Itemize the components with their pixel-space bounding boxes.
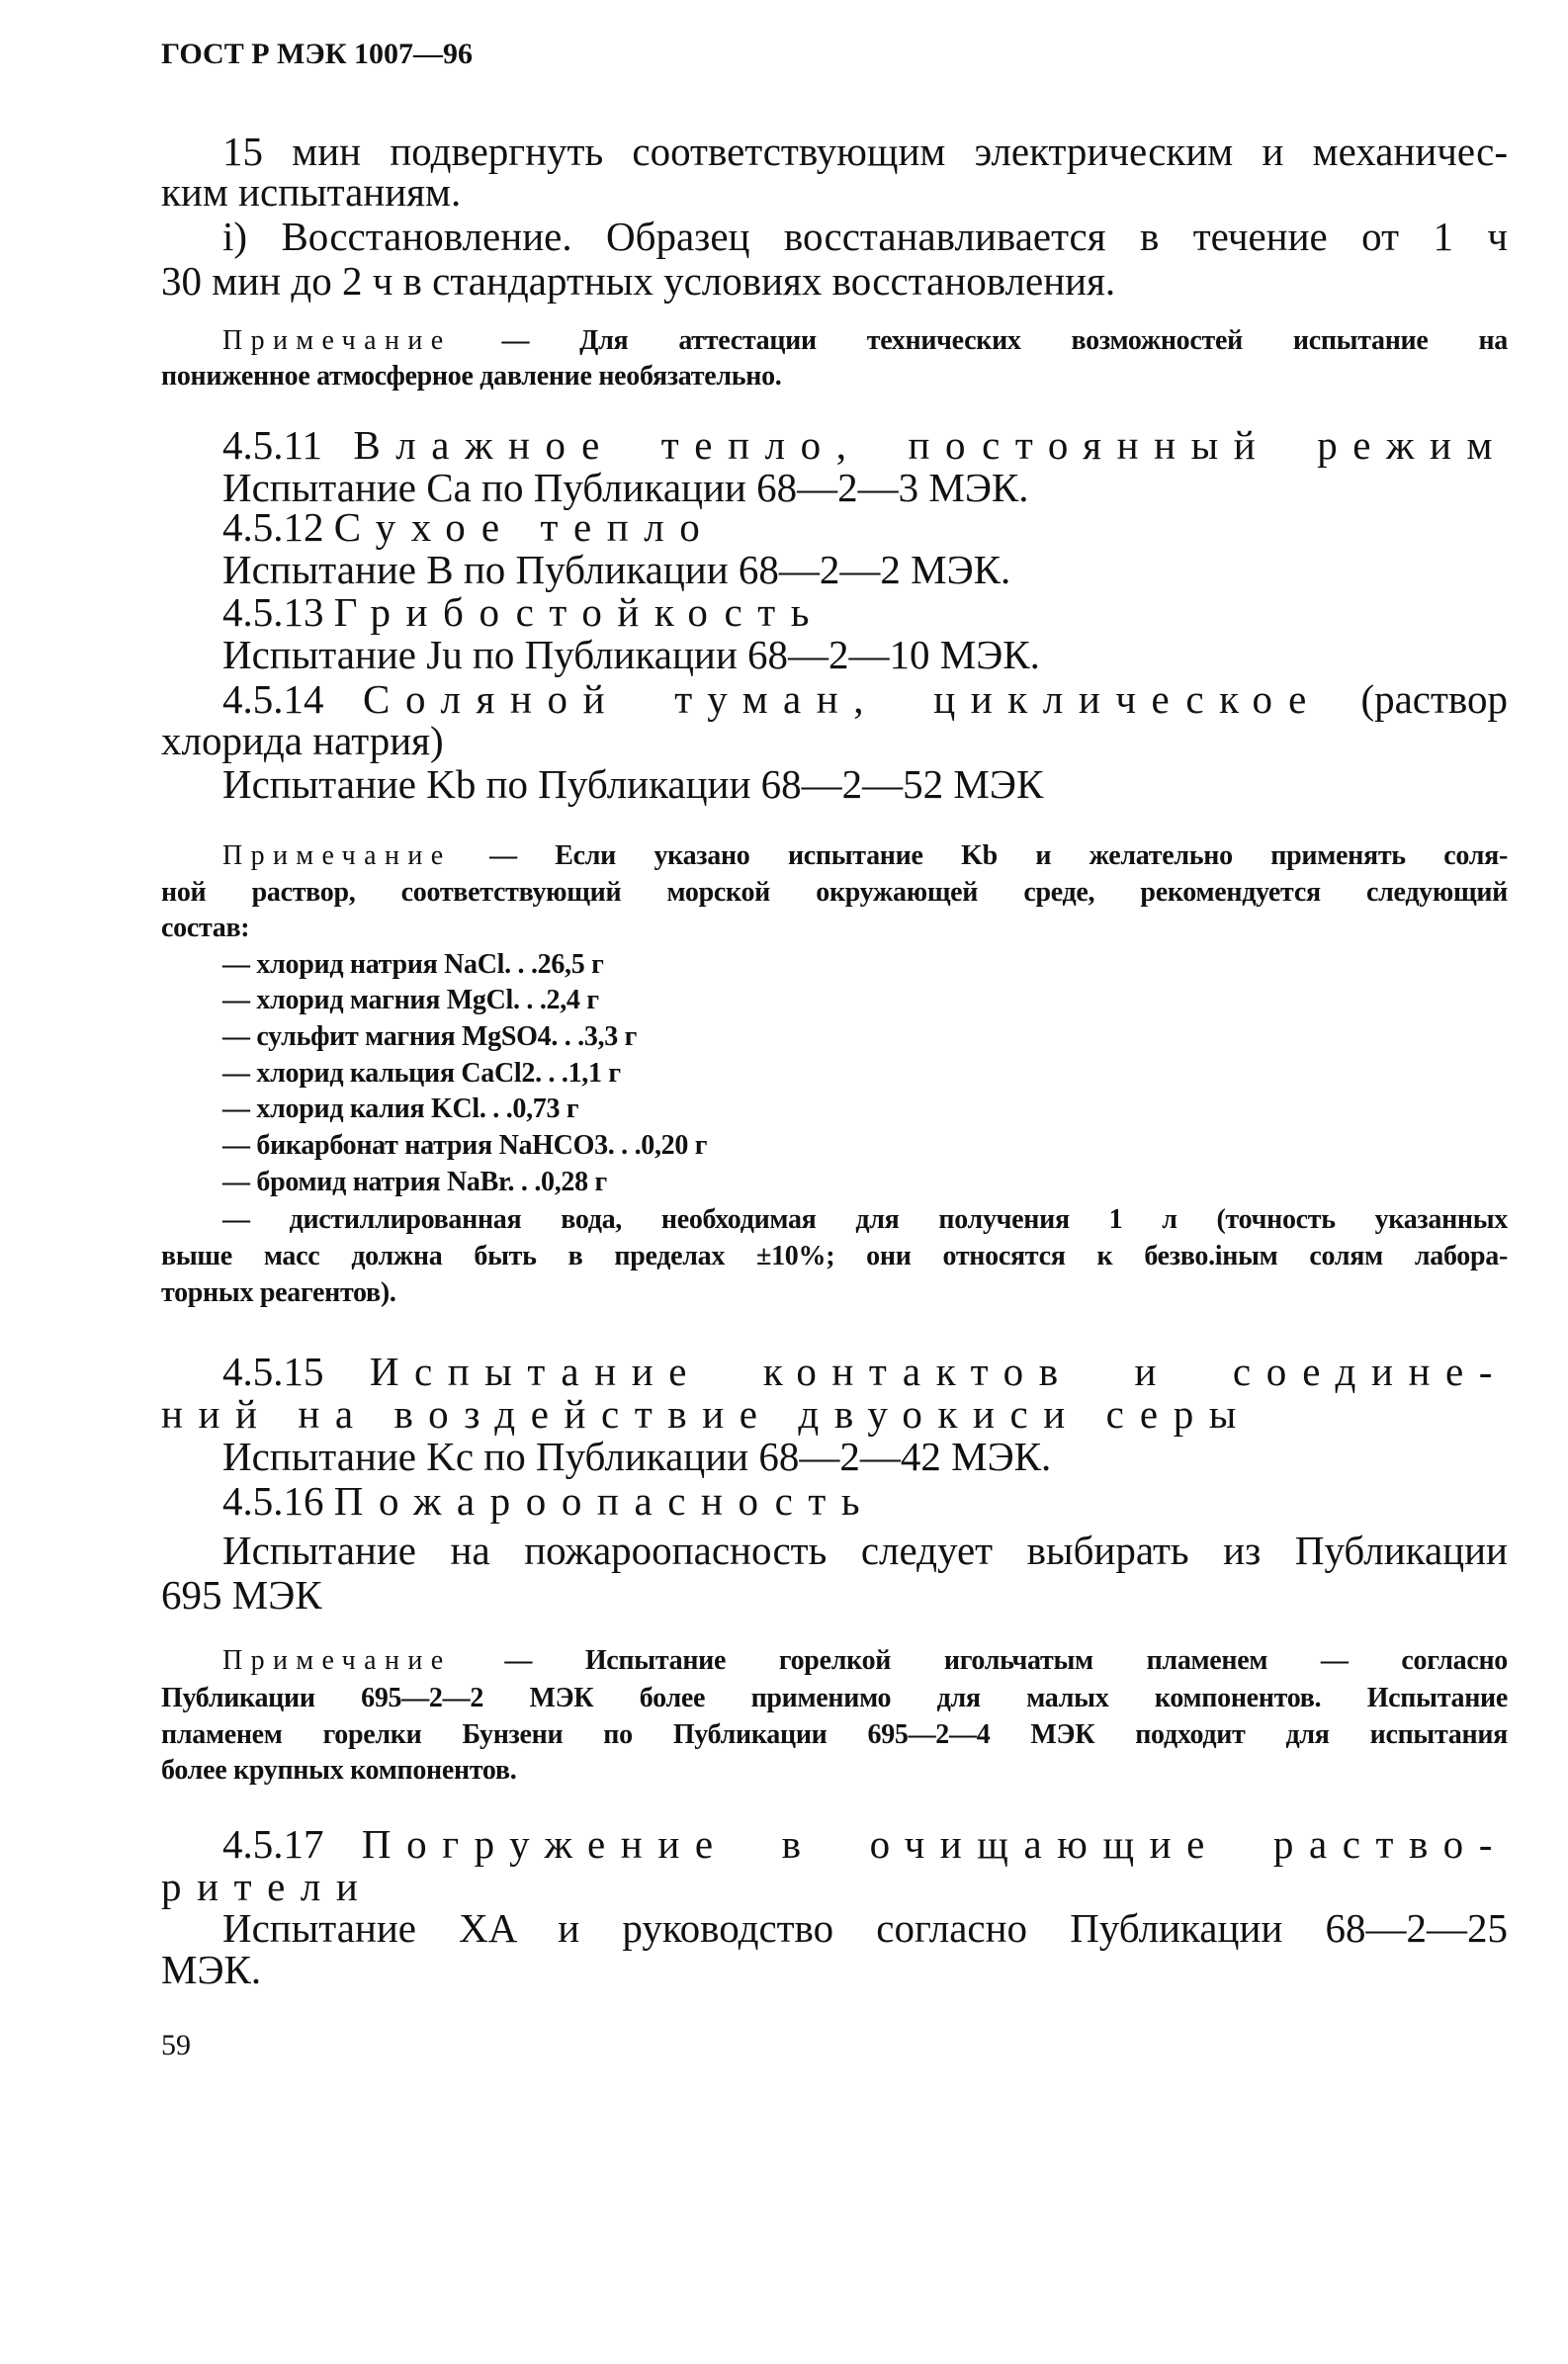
section-heading-4-5-15 — [222, 1349, 1509, 1394]
section-title-cont: хлорида натрия) — [161, 718, 444, 763]
section-text: Испытание B по Публикации 68—2—2 МЭК. — [222, 547, 1011, 592]
note-text: — Испытание горелкой игольчатым пламенем — согласно — [504, 1645, 1508, 1676]
section-heading-4-5-14 — [222, 676, 1508, 722]
list-item: — хлорид кальция CaCl2. . .1,1 г — [222, 1058, 621, 1089]
note-line: ной раствор, соответствующий морской окружающей среде, рекомендуется следующий — [161, 877, 1508, 908]
note-line — [222, 327, 1508, 355]
note-line: Публикации 695—2—2 МЭК более применимо для малых компонентов. Испытание — [161, 1683, 1508, 1713]
section-text: Испытание Ju по Публикации 68—2—10 МЭК. — [222, 632, 1040, 677]
note-line — [222, 1647, 1508, 1675]
list-item: — бикарбонат натрия NaHCO3. . .0,20 г — [222, 1130, 708, 1161]
section-title: Испытание контактов и соедине- — [369, 1349, 1509, 1394]
note-line: более крупных компонентов. — [161, 1755, 517, 1786]
note-label: Примечание — [222, 1645, 452, 1676]
note-line: выше масс должна быть в пределах ±10%; они относятся к безво.iным солям лабора- — [161, 1241, 1508, 1271]
note-line — [222, 842, 1508, 870]
section-heading-4-5-16 — [222, 1478, 1508, 1524]
note-line: — дистиллированная вода, необходимая для получения 1 л (точность указанных — [222, 1204, 1508, 1235]
section-title: Соляной туман, циклическое — [363, 676, 1322, 722]
section-heading-4-5-11 — [222, 422, 1509, 468]
section-title: Погружение в очищающие раство- — [361, 1821, 1508, 1867]
section-number: 4.5.12 — [222, 504, 324, 550]
section-heading-4-5-12 — [222, 504, 1508, 550]
note-label: Примечание — [222, 325, 452, 356]
section-text: Испытание Kb по Публикации 68—2—52 МЭК — [222, 761, 1044, 807]
section-heading-4-5-13 — [222, 589, 1508, 635]
document-header: ГОСТ Р МЭК 1007—96 — [161, 38, 473, 70]
list-item: — сульфит магния MgSO4. . .3,3 г — [222, 1021, 638, 1052]
list-item: — хлорид натрия NaCl. . .26,5 г — [222, 949, 604, 980]
note-text: — Для аттестации технических возможностей испытание на — [501, 325, 1508, 356]
section-heading-4-5-17 — [222, 1821, 1508, 1867]
section-number: 4.5.14 — [222, 676, 324, 722]
note-text: — Если указано испытание Kb и желательно применять соля- — [489, 840, 1509, 871]
section-number: 4.5.15 — [222, 1349, 324, 1394]
section-title-tail: (раствор — [1360, 676, 1508, 722]
section-text: Испытание Ca по Публикации 68—2—3 МЭК. — [222, 465, 1029, 510]
section-title: Влажное тепло, постоянный режим — [353, 422, 1509, 468]
section-text: МЭК. — [161, 1947, 262, 1992]
list-item: — хлорид калия KCl. . .0,73 г — [222, 1094, 579, 1124]
list-item: — бромид натрия NaBr. . .0,28 г — [222, 1167, 607, 1197]
section-number: 4.5.13 — [222, 589, 324, 635]
section-number: 4.5.11 — [222, 422, 322, 468]
section-title-cont: ний на воздействие двуокиси серы — [161, 1391, 1252, 1437]
paragraph-line: 15 мин подвергнуть соответствующим электрическим и механичес- — [222, 129, 1508, 174]
section-number: 4.5.16 — [222, 1478, 324, 1524]
section-text: Испытание XA и руководство согласно Публикации 68—2—25 — [222, 1905, 1508, 1951]
section-title: Пожароопасность — [333, 1478, 876, 1524]
paragraph-line: i) Восстановление. Образец восстанавливается в течение от 1 ч — [222, 214, 1508, 259]
section-number: 4.5.17 — [222, 1821, 324, 1867]
paragraph-line: 30 мин до 2 ч в стандартных условиях восстановления. — [161, 258, 1116, 304]
note-line: состав: — [161, 913, 250, 943]
list-item: — хлорид магния MgCl. . .2,4 г — [222, 985, 599, 1015]
section-text: 695 МЭК — [161, 1572, 322, 1618]
page-number: 59 — [161, 2029, 191, 2061]
section-title: Сухое тепло — [333, 504, 716, 550]
note-line: торных реагентов). — [161, 1277, 396, 1308]
note-line: пониженное атмосферное давление необязательно. — [161, 361, 782, 392]
section-text: Испытание Kc по Публикации 68—2—42 МЭК. — [222, 1434, 1052, 1479]
section-title-cont: рители — [161, 1864, 374, 1909]
note-line: пламенем горелки Бунзени по Публикации 695—2—4 МЭК подходит для испытания — [161, 1719, 1508, 1750]
section-title: Грибостойкость — [333, 589, 826, 635]
paragraph-line: ким испытаниям. — [161, 169, 462, 215]
section-text: Испытание на пожароопасность следует выбирать из Публикации — [222, 1528, 1508, 1573]
note-label: Примечание — [222, 840, 452, 871]
